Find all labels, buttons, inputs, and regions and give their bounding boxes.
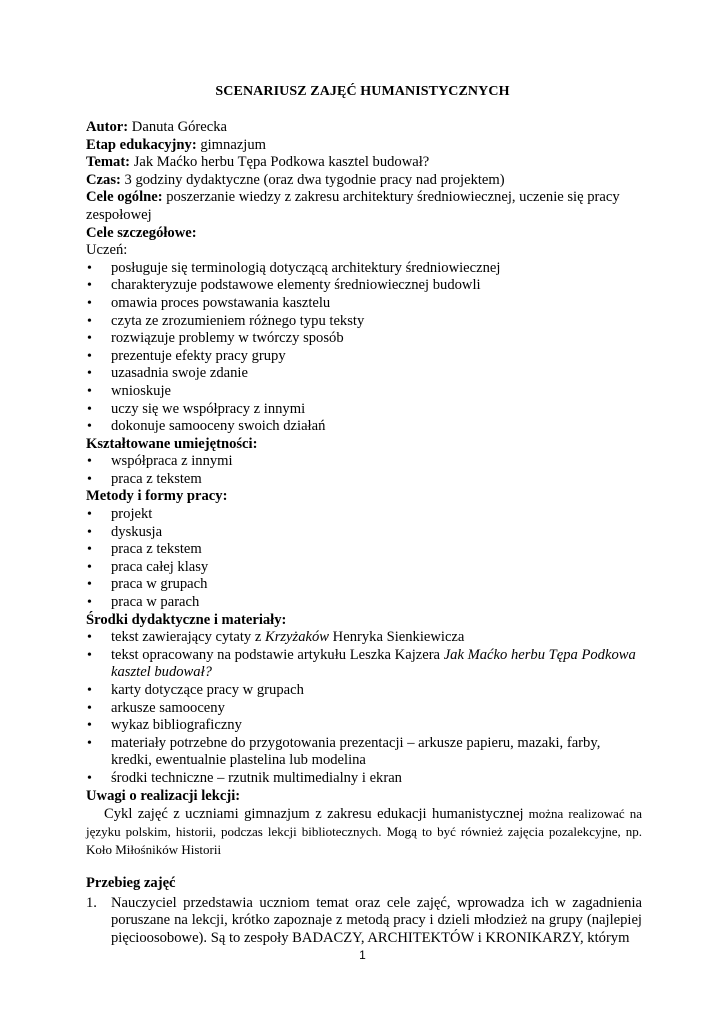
etap-label: Etap edukacyjny: xyxy=(86,136,197,153)
cele-ogolne-label: Cele ogólne: xyxy=(86,189,163,206)
list-item: • rozwiązuje problemy w twórczy sposób xyxy=(86,330,642,348)
list-item: • dyskusja xyxy=(86,524,642,542)
list-item: • praca całej klasy xyxy=(86,559,642,577)
cele-szczegolowe-intro: Uczeń: xyxy=(86,242,128,259)
umiejetnosci-heading: Kształtowane umiejętności: xyxy=(86,435,258,452)
step-number: 1. xyxy=(86,894,97,911)
metody-list xyxy=(86,506,642,612)
list-item xyxy=(86,895,642,948)
document-title: SCENARIUSZ ZAJĘĆ HUMANISTYCZNYCH xyxy=(215,84,510,99)
list-item: • materiały potrzebne do przygotowania prezentacji – arkusze papieru, mazaki, farby, kredki, ewentualnie plastelina lub modelina xyxy=(86,735,642,770)
temat-line xyxy=(86,154,642,172)
list-item: • wykaz bibliograficzny xyxy=(86,717,642,735)
list-item: • charakteryzuje podstawowe elementy średniowiecznej budowli xyxy=(86,277,642,295)
etap-value: gimnazjum xyxy=(196,136,266,153)
srodki-list xyxy=(86,629,642,787)
srodki-item2-italic: Jak Maćko herbu Tępa Podkowa kasztel budował? xyxy=(111,646,636,681)
list-item: • praca z tekstem xyxy=(86,471,642,489)
uwagi-text-a: Cykl zajęć z uczniami gimnazjum z zakresu edukacji humanistycznej xyxy=(104,806,524,823)
autor-label: Autor: xyxy=(86,119,129,135)
srodki-item1-pre: tekst zawierający cytaty z xyxy=(111,629,265,646)
document-body xyxy=(86,119,642,948)
autor-line xyxy=(86,119,642,137)
czas-value: 3 godziny dydaktyczne (oraz dwa tygodnie pracy nad projektem) xyxy=(120,171,505,188)
list-item: • współpraca z innymi xyxy=(86,453,642,471)
list-item xyxy=(86,629,642,647)
cele-ogolne-value: poszerzanie wiedzy z zakresu architektury średniowiecznej, uczenie się pracy zespołowej xyxy=(86,189,620,223)
list-item: • dokonuje samooceny swoich działań xyxy=(86,418,642,436)
page-number: 1 xyxy=(359,948,366,962)
przebieg-heading: Przebieg zajęć xyxy=(86,875,176,892)
uwagi-heading: Uwagi o realizacji lekcji: xyxy=(86,787,241,804)
czas-label: Czas: xyxy=(86,171,121,188)
etap-line xyxy=(86,137,642,155)
srodki-item1-post: Henryka Sienkiewicza xyxy=(329,629,465,646)
list-item: • posługuje się terminologią dotyczącą architektury średniowiecznej xyxy=(86,260,642,278)
step-text: Nauczyciel przedstawia uczniom temat oraz cele zajęć, wprowadza ich w zagadnienia poruszane na lekcji, krótko zapoznaje z metodą pracy i dzieli młodzież na grupy (najlepiej pięcioosobowe). Są to zespoły BADACZY, ARCHITEKTÓW i KRONIKARZY, którym xyxy=(111,894,642,946)
list-item: • środki techniczne – rzutnik multimedialny i ekran xyxy=(86,770,642,788)
list-item: • uzasadnia swoje zdanie xyxy=(86,365,642,383)
srodki-heading: Środki dydaktyczne i materiały: xyxy=(86,611,287,628)
list-item: • omawia proces powstawania kasztelu xyxy=(86,295,642,313)
list-item: • karty dotyczące pracy w grupach xyxy=(86,682,642,700)
uwagi-text-b: można realizować na języku polskim, historii, podczas lekcji bibliotecznych. Mogą to być również zajęcia pozalekcyjne, np. Koło Miłośników Historii xyxy=(86,806,642,858)
temat-value: Jak Maćko herbu Tępa Podkowa kasztel budował? xyxy=(130,154,430,171)
list-item: • projekt xyxy=(86,506,642,524)
list-item: • praca z tekstem xyxy=(86,541,642,559)
autor-value: Danuta Górecka xyxy=(128,119,228,135)
list-item: • praca w parach xyxy=(86,594,642,612)
metody-heading: Metody i formy pracy: xyxy=(86,488,228,505)
list-item: • arkusze samooceny xyxy=(86,700,642,718)
cele-szczegolowe-list xyxy=(86,260,642,436)
cele-szczegolowe-heading: Cele szczegółowe: xyxy=(86,224,197,241)
cele-ogolne-line xyxy=(86,189,642,224)
list-item: • praca w grupach xyxy=(86,576,642,594)
srodki-item1-italic: Krzyżaków xyxy=(264,629,330,646)
list-item: • prezentuje efekty pracy grupy xyxy=(86,348,642,366)
przebieg-list xyxy=(86,895,642,948)
list-item: • czyta ze zrozumieniem różnego typu teksty xyxy=(86,313,642,331)
temat-label: Temat: xyxy=(86,154,131,171)
list-item: • uczy się we współpracy z innymi xyxy=(86,401,642,419)
czas-line xyxy=(86,172,642,190)
srodki-item2-pre: tekst opracowany na podstawie artykułu Leszka Kajzera xyxy=(111,646,444,663)
umiejetnosci-list xyxy=(86,453,642,488)
list-item xyxy=(86,647,642,682)
uwagi-paragraph xyxy=(86,805,642,859)
list-item: • wnioskuje xyxy=(86,383,642,401)
